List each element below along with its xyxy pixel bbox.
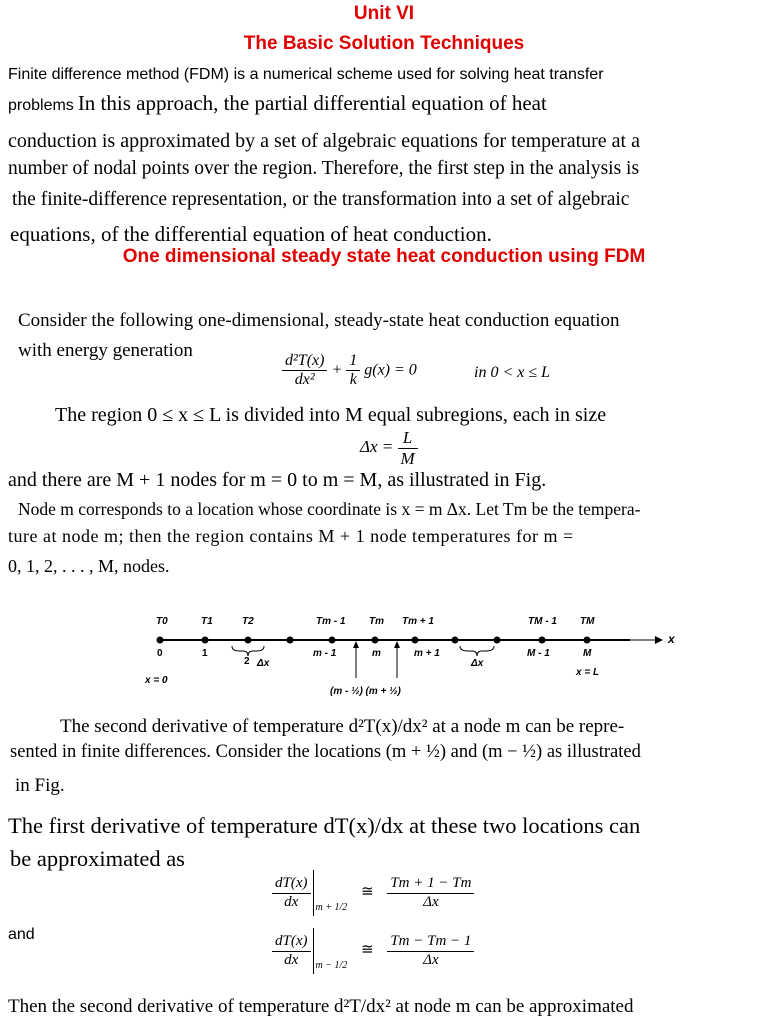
node-dot — [245, 637, 252, 644]
eq1-lhs-fraction — [272, 875, 311, 911]
eq1-eval-bar — [313, 870, 314, 916]
heat-equation — [282, 352, 417, 390]
half-arrow-left — [353, 641, 359, 648]
eq1-rhs-denominator: Δx — [423, 893, 439, 910]
eq2-lhs-denominator: dx — [284, 951, 299, 968]
intro-line-6: equations, of the differential equation of heat conduction. — [10, 222, 492, 246]
second-line-2: sented in finite differences. Consider the locations (m + ½) and (m − ½) as illustrated — [10, 742, 641, 762]
intro-line-4: number of nodal points over the region. Therefore, the first step in the analysis is — [8, 158, 640, 179]
eq1-lhs-denominator: dx — [284, 893, 299, 910]
dx-definition — [360, 428, 418, 468]
label-tm-plus-1: Tm + 1 — [402, 616, 434, 627]
node-dot — [372, 637, 379, 644]
one-over-k-numerator: 1 — [346, 352, 360, 371]
second-line-3: in Fig. — [15, 775, 65, 796]
eq2-rhs-numerator: Tm − Tm − 1 — [387, 933, 474, 951]
eq2-lhs-fraction — [272, 933, 311, 969]
one-over-k-denominator: k — [349, 371, 357, 389]
eq1-lhs-numerator: dT(x) — [272, 875, 311, 893]
label-tM-minus-1: TM - 1 — [528, 616, 557, 627]
node-num-m: m — [372, 648, 381, 659]
second-derivative-numerator: d²T(x) — [282, 352, 327, 371]
node-num-0: 0 — [157, 648, 163, 659]
footer-line-1: Then the second derivative of temperature d²T/dx² at node m can be approximated — [8, 996, 634, 1017]
label-t1: T1 — [201, 616, 213, 627]
label-t2: T2 — [242, 616, 254, 627]
intro-line-1: Finite difference method (FDM) is a numerical scheme used for solving heat transfer — [8, 66, 604, 83]
title-heading: The Basic Solution Techniques — [243, 33, 525, 54]
consider-line-2: with energy generation — [18, 340, 193, 361]
label-tM: TM — [580, 616, 595, 627]
dx-label-right: Δx — [471, 658, 484, 669]
one-over-k-fraction — [346, 352, 360, 390]
node-num-m-minus-1: m - 1 — [313, 648, 337, 659]
eq2-eval-subscript: m − 1/2 — [315, 960, 348, 972]
plus-sign: + — [331, 361, 343, 379]
x-zero-label: x = 0 — [145, 675, 168, 686]
derivative-eq-minus-half — [272, 928, 474, 974]
eq1-rhs-fraction — [387, 875, 474, 911]
node-dot — [584, 637, 591, 644]
half-node-labels: (m - ½) (m + ½) — [330, 686, 401, 697]
eq2-approx-sign: ≅ — [361, 942, 374, 959]
consider-line-1: Consider the following one-dimensional, steady-state heat conduction equation — [18, 310, 620, 331]
node-dot — [412, 637, 419, 644]
eq2-lhs-numerator: dT(x) — [272, 933, 311, 951]
dx-label-left: Δx — [257, 658, 270, 669]
node-num-m-plus-1: m + 1 — [414, 648, 440, 659]
region-line-1: The region 0 ≤ x ≤ L is divided into M equal subregions, each in size — [55, 404, 607, 426]
second-derivative-fraction — [282, 352, 327, 390]
eq2-eval-bar — [313, 928, 314, 974]
second-derivative-denominator: dx² — [294, 371, 315, 389]
dx-numerator: L — [398, 428, 418, 449]
node-num-2: 2 — [244, 656, 250, 667]
label-t0: T0 — [156, 616, 168, 627]
region-line-2: and there are M + 1 nodes for m = 0 to m = M, as illustrated in Fig. — [8, 469, 547, 491]
intro-approach: In this approach, the partial differential equation of heat — [77, 91, 547, 115]
axis-arrowhead — [655, 636, 663, 644]
brace-dx — [460, 646, 494, 656]
node-dot — [287, 637, 294, 644]
label-tm-minus-1: Tm - 1 — [316, 616, 346, 627]
dx-denominator: M — [400, 448, 415, 468]
intro-line-2 — [8, 91, 547, 116]
intro-line-3: conduction is approximated by a set of algebraic equations for temperature at a — [8, 130, 640, 152]
node-dot — [202, 637, 209, 644]
eq1-rhs-numerator: Tm + 1 − Tm — [387, 875, 474, 893]
node-num-1: 1 — [202, 648, 208, 659]
dx-lhs: Δx = — [360, 436, 394, 456]
eq1-approx-sign: ≅ — [361, 884, 374, 901]
brace-2dx — [232, 646, 264, 656]
axis-x-label: x — [668, 632, 675, 646]
node-dot — [494, 637, 501, 644]
generation-term: g(x) = 0 — [364, 361, 417, 379]
node-figure — [140, 600, 700, 710]
second-line-1: The second derivative of temperature d²T(x)/dx² at a node m can be repre- — [60, 716, 625, 737]
region-line-5: 0, 1, 2, . . . , M, nodes. — [8, 556, 170, 576]
x-L-label: x = L — [576, 667, 600, 678]
node-dot — [539, 637, 546, 644]
unit-heading: Unit VI — [353, 3, 415, 24]
node-dot — [157, 637, 164, 644]
intro-line-5: the finite-difference representation, or the transformation into a set of algebraic — [12, 189, 630, 210]
and-text: and — [8, 926, 35, 943]
half-arrow-right — [394, 641, 400, 648]
derivative-eq-plus-half — [272, 870, 474, 916]
node-num-M: M — [583, 648, 592, 659]
node-num-M-minus-1: M - 1 — [527, 648, 550, 659]
region-line-3: Node m corresponds to a location whose coordinate is x = m Δx. Let Tm be the tempera- — [18, 499, 641, 519]
region-line-4: ture at node m; then the region contains M + 1 node temperatures for m = — [8, 526, 574, 546]
node-dot — [452, 637, 459, 644]
node-dot — [329, 637, 336, 644]
eq1-eval-subscript: m + 1/2 — [315, 902, 348, 914]
first-line-2: be approximated as — [10, 846, 185, 871]
section-heading: One dimensional steady state heat conduction using FDM — [122, 246, 646, 267]
eq2-rhs-fraction — [387, 933, 474, 969]
first-line-1: The first derivative of temperature dT(x)/dx at these two locations can — [8, 813, 641, 838]
intro-problems: problems — [8, 97, 74, 114]
label-tm: Tm — [369, 616, 384, 627]
dx-fraction — [398, 428, 418, 468]
eq2-rhs-denominator: Δx — [423, 951, 439, 968]
equation-domain: in 0 < x ≤ L — [474, 364, 551, 381]
